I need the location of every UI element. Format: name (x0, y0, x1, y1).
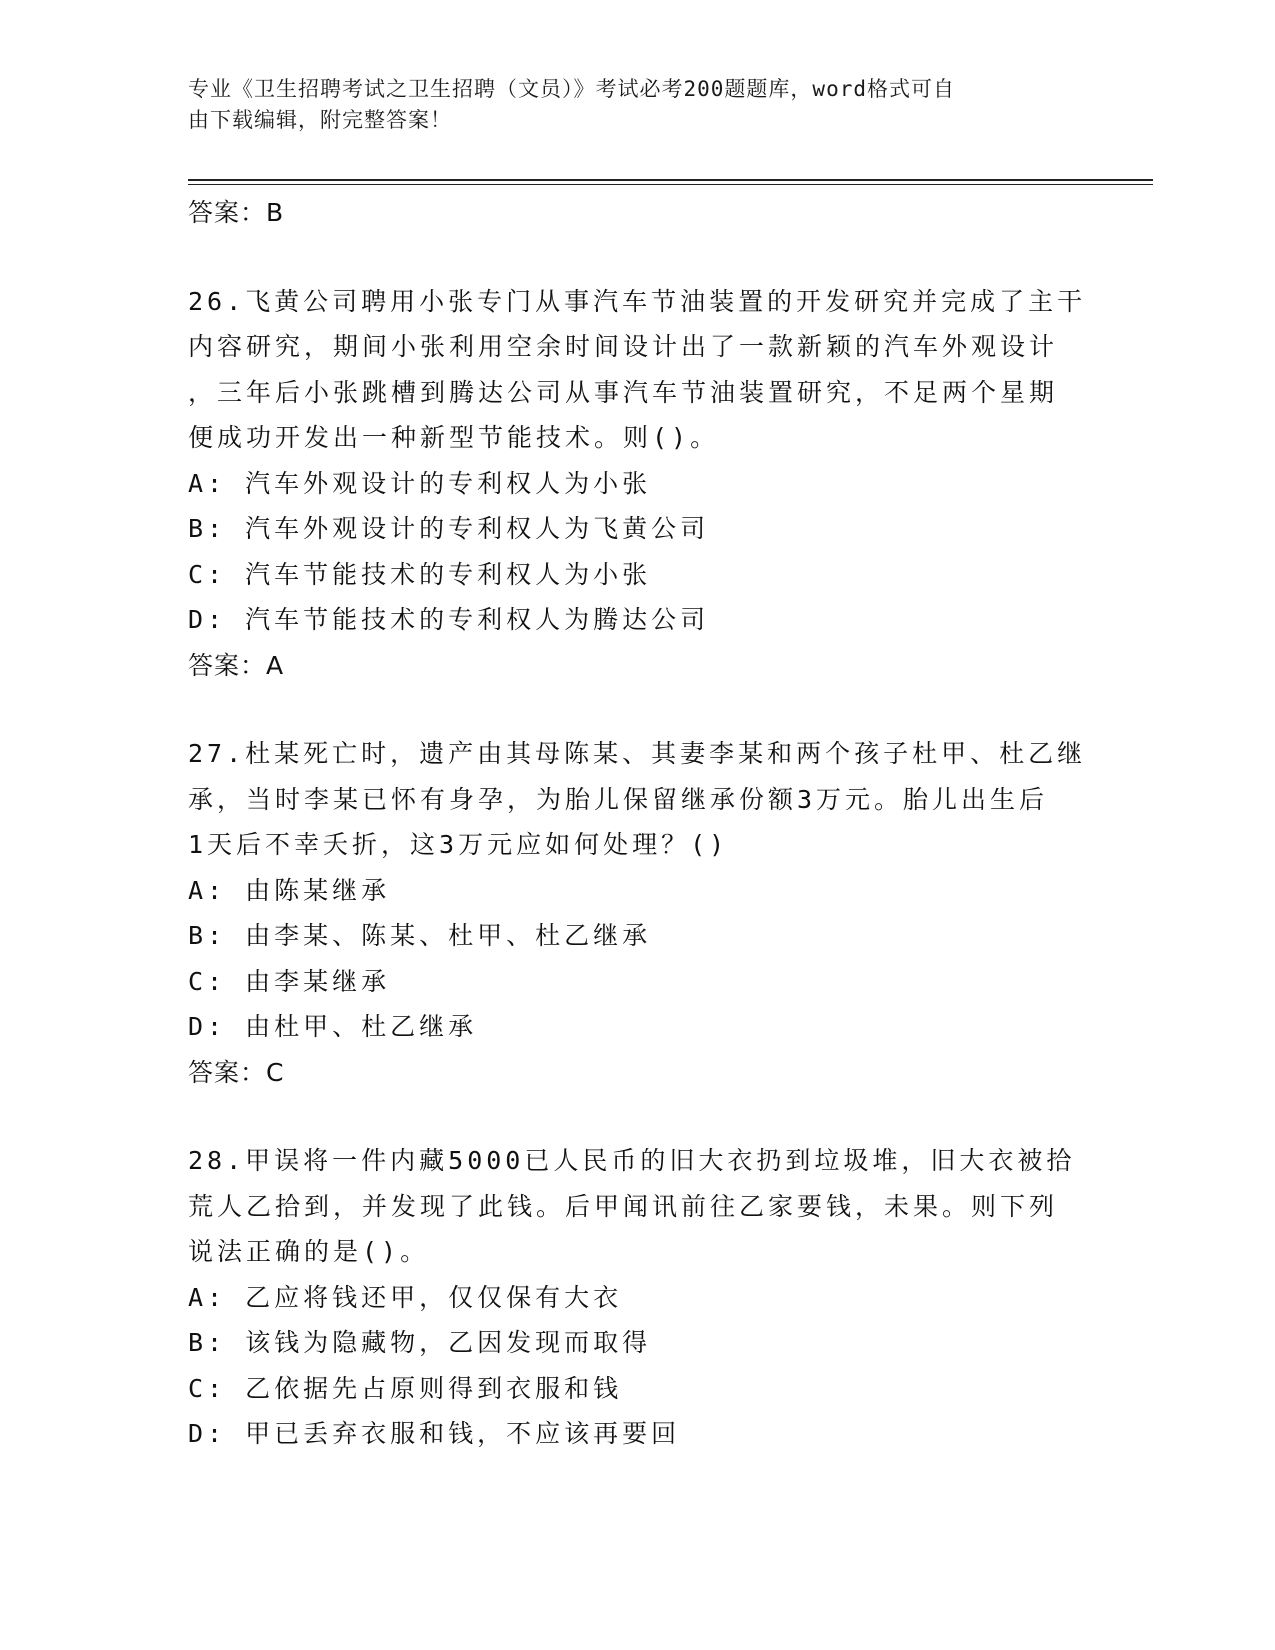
document-header (188, 74, 1068, 136)
option-d: D: 由杜甲、杜乙继承 (188, 1012, 478, 1041)
question-stem-line: 承，当时李某已怀有身孕，为胎儿保留继承份额3万元。胎儿出生后 (188, 784, 1049, 814)
question-block-28 (188, 1138, 1088, 1457)
option-b: B: 汽车外观设计的专利权人为飞黄公司 (188, 514, 710, 543)
question-stem-line: 便成功开发出一种新型节能技术。则()。 (188, 423, 720, 452)
question-stem-line: 28.甲误将一件内藏5000已人民币的旧大衣扔到垃圾堆，旧大衣被拾 (188, 1146, 1076, 1175)
question-stem-line: 27.杜某死亡时，遗产由其母陈某、其妻李某和两个孩子杜甲、杜乙继 (188, 739, 1087, 768)
option-c: C: 乙依据先占原则得到衣服和钱 (188, 1373, 623, 1403)
option-a: A: 乙应将钱还甲，仅仅保有大衣 (188, 1282, 623, 1312)
question-block-26 (188, 279, 1088, 689)
option-a: A: 由陈某继承 (188, 875, 391, 905)
option-d: D: 甲已丢弃衣服和钱，不应该再要回 (188, 1419, 681, 1448)
question-block-27 (188, 731, 1088, 1095)
answer-line: 答案：C (188, 1057, 285, 1087)
answer-line: 答案：B (188, 198, 285, 227)
option-c: C: 汽车节能技术的专利权人为小张 (188, 559, 652, 589)
document-body (188, 190, 1088, 1457)
option-d: D: 汽车节能技术的专利权人为腾达公司 (188, 605, 710, 634)
question-stem-line: 1天后不幸夭折，这3万元应如何处理？() (188, 830, 729, 859)
question-stem-line: 说法正确的是()。 (188, 1237, 430, 1266)
option-b: B: 由李某、陈某、杜甲、杜乙继承 (188, 921, 652, 950)
option-b: B: 该钱为隐藏物，乙因发现而取得 (188, 1328, 652, 1357)
question-stem-line: ，三年后小张跳槽到腾达公司从事汽车节油装置研究，不足两个星期 (188, 377, 1059, 407)
header-rule-thin (188, 184, 1153, 185)
question-stem-line: 26.飞黄公司聘用小张专门从事汽车节油装置的开发研究并完成了主干 (188, 286, 1087, 316)
answer-line: 答案：A (188, 650, 285, 680)
header-line-1: 专业《卫生招聘考试之卫生招聘（文员）》考试必考200题题库，word格式可自 (188, 77, 955, 101)
option-a: A: 汽车外观设计的专利权人为小张 (188, 468, 652, 498)
question-stem-line: 荒人乙拾到，并发现了此钱。后甲闻讯前往乙家要钱，未果。则下列 (188, 1191, 1059, 1221)
question-stem-line: 内容研究，期间小张利用空余时间设计出了一款新颖的汽车外观设计 (188, 332, 1059, 361)
header-rule-thick (188, 179, 1153, 181)
header-line-2: 由下载编辑，附完整答案！ (188, 108, 452, 132)
option-c: C: 由李某继承 (188, 966, 391, 996)
